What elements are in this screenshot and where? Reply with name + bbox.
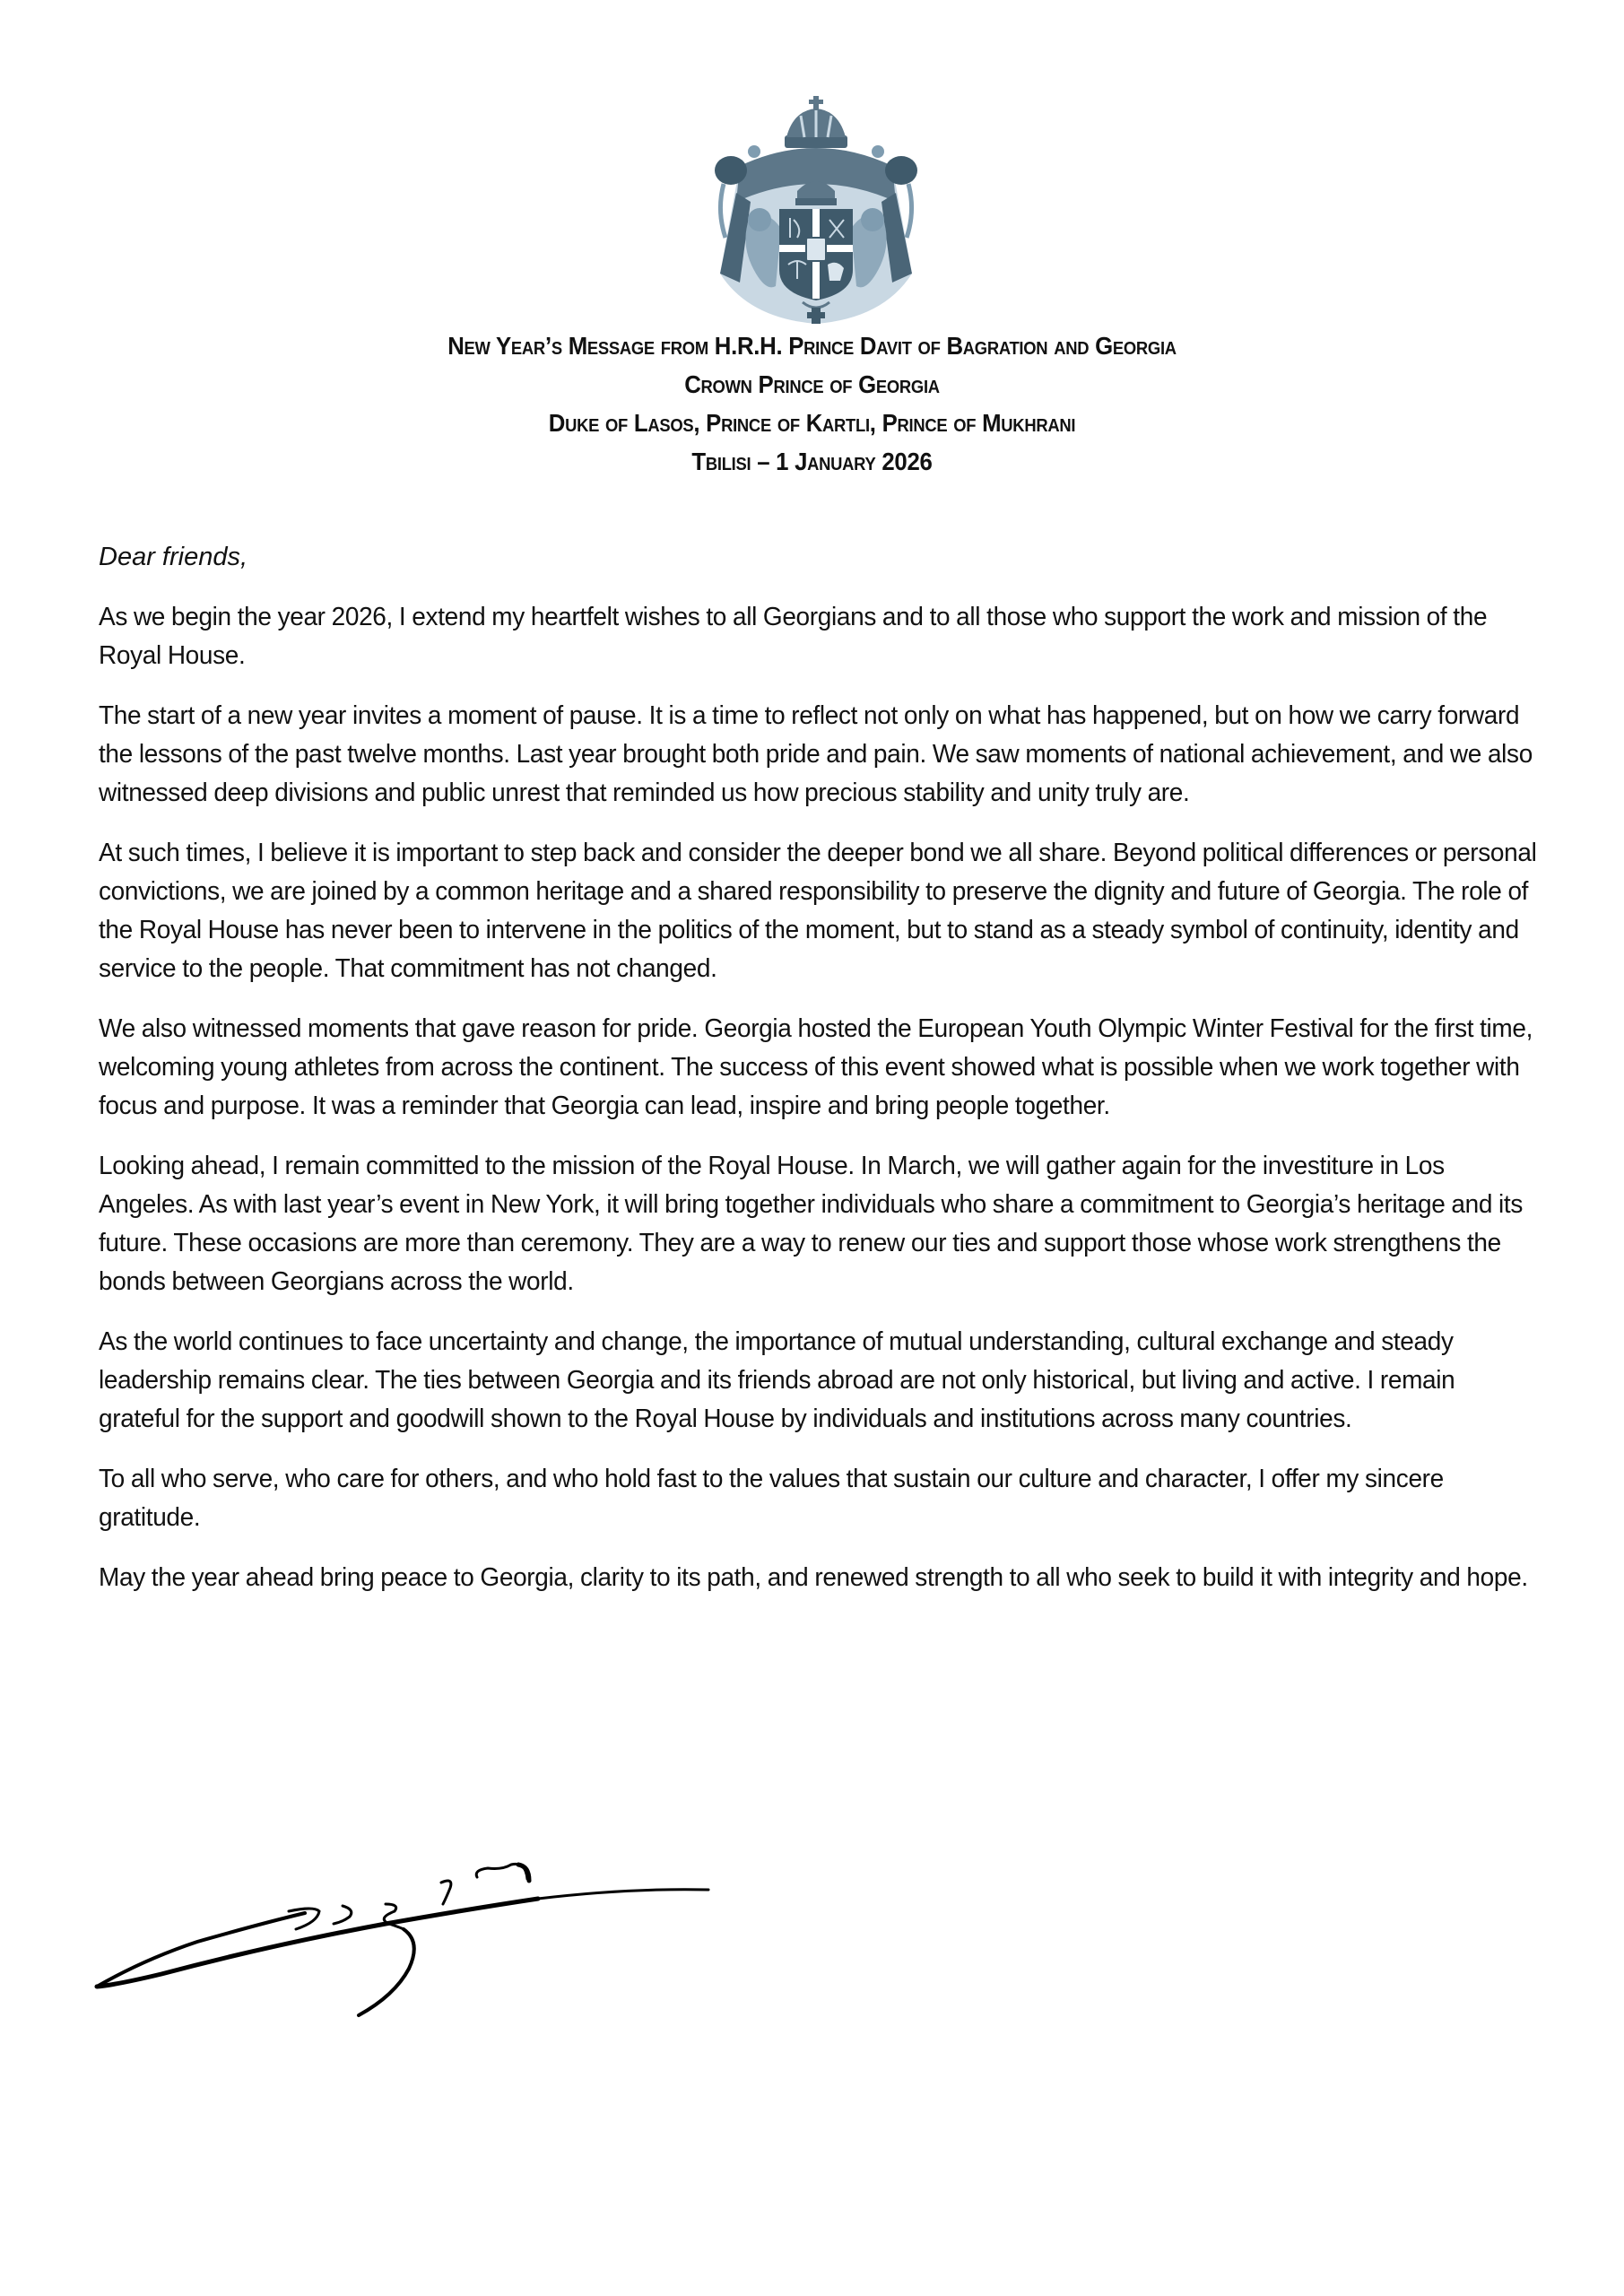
handwritten-signature-icon: [90, 1852, 735, 2040]
paragraph-8: May the year ahead bring peace to Georgia, clarity to its path, and renewed strength to all who seek to build it with integrity and hope.: [99, 1563, 1528, 1592]
message-title: New Year’s Message from H.R.H. Prince Davit of Bagration and Georgia: [447, 332, 1177, 360]
place-and-date: Tbilisi – 1 January 2026: [691, 448, 933, 475]
paragraph-3: At such times, I believe it is important to step back and consider the deeper bond we all share. Beyond political differences or personal convictions, we are joined by a common heritage and a shared responsibility to preserve the dignity and future of Georgia. The role of the Royal House has never been to intervene in the politics of the moment, but to stand as a steady symbol of continuity, identity and service to the people. That commitment has not changed.: [99, 839, 1537, 983]
paragraph-2: The start of a new year invites a moment of pause. It is a time to reflect not only on what has happened, but on how we carry forward the lessons of the past twelve months. Last year brought both pride and pain. We saw moments of national achievement, and we also witnessed deep divisions and public unrest that reminded us how precious stability and unity truly are.: [99, 701, 1533, 807]
letter-header: [0, 326, 1624, 481]
paragraph-5: Looking ahead, I remain committed to the mission of the Royal House. In March, we will gather again for the investiture in Los Angeles. As with last year’s event in New York, it will bring together individuals who share a commitment to Georgia’s heritage and its future. These occasions are more than ceremony. They are a way to renew our ties and support those whose work strengthens the bonds between Georgians across the world.: [99, 1152, 1523, 1296]
letter-body: [99, 538, 1542, 1619]
paragraph-6: As the world continues to face uncertainty and change, the importance of mutual understanding, cultural exchange and steady leadership remains clear. The ties between Georgia and its friends abroad are not only historical, but living and active. I remain grateful for the support and goodwill shown to the Royal House by individuals and institutions across many countries.: [99, 1327, 1455, 1433]
coat-of-arms-icon: [704, 94, 928, 329]
paragraph-7: To all who serve, who care for others, and who hold fast to the values that sustain our culture and character, I offer my sincere gratitude.: [99, 1465, 1444, 1532]
salutation: Dear friends,: [99, 543, 248, 571]
title-dukedoms: Duke of Lasos, Prince of Kartli, Prince of Mukhrani: [548, 409, 1076, 437]
paragraph-4: We also witnessed moments that gave reason for pride. Georgia hosted the European Youth Olympic Winter Festival for the first time, welcoming young athletes from across the continent. The success of this event showed what is possible when we work together with focus and purpose. It was a reminder that Georgia can lead, inspire and bring people together.: [99, 1014, 1533, 1120]
paragraph-1: As we begin the year 2026, I extend my heartfelt wishes to all Georgians and to all those who support the work and mission of the Royal House.: [99, 603, 1488, 670]
title-crown-prince: Crown Prince of Georgia: [684, 370, 940, 398]
